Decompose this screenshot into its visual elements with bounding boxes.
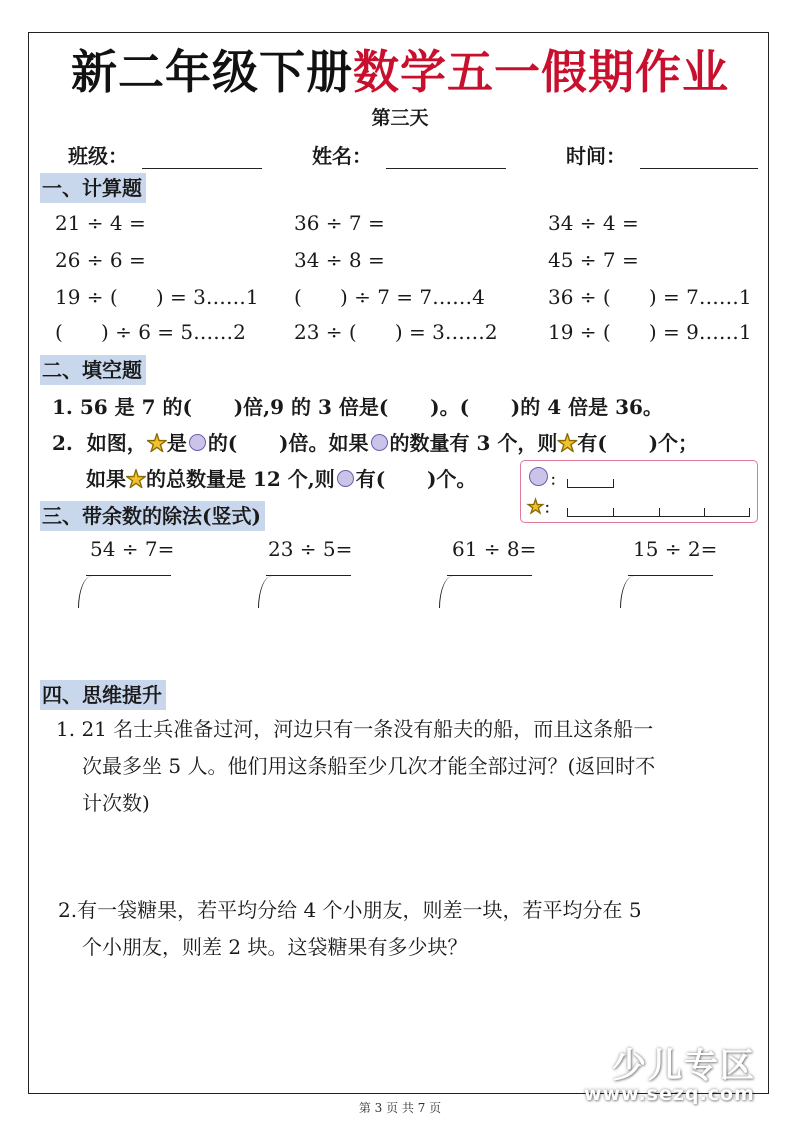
fill-question-2-line-1: 2. 如图，★是 的( )倍。如果 的数量有 3 个，则★有( )个； [52, 431, 699, 455]
long-division-bracket[interactable] [628, 575, 713, 610]
class-field [68, 140, 262, 169]
calc-item: 19 ÷ ( ) = 9……1 [548, 320, 752, 344]
name-field [312, 140, 506, 169]
section-thinking-title: 四、思维提升 [40, 680, 166, 710]
division-problem: 23 ÷ 5= [268, 537, 353, 561]
day-label: 第三天 [371, 107, 429, 129]
division-problem: 15 ÷ 2= [633, 537, 718, 561]
thinking-q2-line-1: 2.有一袋糖果，若平均分给 4 个小朋友，则差一块，若平均分在 5 [58, 898, 642, 922]
calc-item: 36 ÷ ( ) = 7……1 [548, 285, 752, 309]
fill-question-1: 1. 56 是 7 的( )倍,9 的 3 倍是( )。( )的 4 倍是 36。 [52, 395, 663, 419]
legend-circle-row: ： [527, 467, 564, 490]
title-black: 新二年级下册 [71, 45, 353, 99]
calc-item: 23 ÷ ( ) = 3……2 [294, 320, 498, 344]
thinking-q1-line-3: 计次数) [82, 791, 150, 815]
time-field [566, 140, 758, 169]
legend-star-row: ★： [527, 496, 559, 518]
circle-icon [189, 434, 206, 451]
long-division-bracket[interactable] [86, 575, 171, 610]
name-blank[interactable] [386, 148, 506, 169]
page-footer: 第 3 页 共 7 页 [358, 1101, 442, 1115]
watermark-url: www.sezq.com [584, 1083, 755, 1105]
long-division-bracket[interactable] [447, 575, 532, 610]
star-icon: ★ [146, 431, 167, 455]
name-label: 姓名： [312, 144, 372, 168]
title-red: 数学五一假期作业 [353, 45, 729, 99]
section-fill-title: 二、填空题 [40, 355, 146, 385]
thinking-q2-line-2: 个小朋友，则差 2 块。这袋糖果有多少块？ [82, 935, 468, 959]
star-icon: ★ [527, 496, 545, 518]
star-icon: ★ [126, 467, 146, 491]
time-label: 时间： [566, 144, 626, 168]
thinking-q1-line-2: 次最多坐 5 人。他们用这条船至少几次才能全部过河？(返回时不 [82, 754, 656, 778]
page-title [0, 36, 800, 102]
circle-icon [371, 434, 388, 451]
calc-item: 21 ÷ 4 = [55, 211, 146, 235]
calc-item: 45 ÷ 7 = [548, 248, 639, 272]
calc-item: 36 ÷ 7 = [294, 211, 385, 235]
calc-item: ( ) ÷ 7 = 7……4 [294, 285, 485, 309]
thinking-q1-line-1: 1. 21 名士兵准备过河，河边只有一条没有船夫的船，而且这条船一 [56, 717, 654, 741]
calc-item: ( ) ÷ 6 = 5……2 [55, 320, 246, 344]
division-problem: 61 ÷ 8= [452, 537, 537, 561]
class-blank[interactable] [142, 148, 262, 169]
section-calc-title: 一、计算题 [40, 173, 146, 203]
circle-icon [337, 470, 354, 487]
calc-item: 26 ÷ 6 = [55, 248, 146, 272]
calc-item: 19 ÷ ( ) = 3……1 [55, 285, 259, 309]
time-blank[interactable] [640, 148, 758, 169]
class-label: 班级： [68, 144, 128, 168]
division-problem: 54 ÷ 7= [90, 537, 175, 561]
watermark-logo: 少儿专区 [612, 1046, 756, 1086]
star-bar [567, 508, 750, 517]
calc-item: 34 ÷ 8 = [294, 248, 385, 272]
circle-bar [567, 479, 614, 488]
section-division-title: 三、带余数的除法(竖式) [40, 501, 265, 531]
circle-icon [529, 467, 548, 486]
calc-item: 34 ÷ 4 = [548, 211, 639, 235]
figure-legend [520, 460, 758, 523]
fill-question-2-line-2: 如果★的总数量是 12 个,则 有( )个。 [86, 467, 477, 491]
long-division-bracket[interactable] [266, 575, 351, 610]
star-icon: ★ [557, 431, 578, 455]
